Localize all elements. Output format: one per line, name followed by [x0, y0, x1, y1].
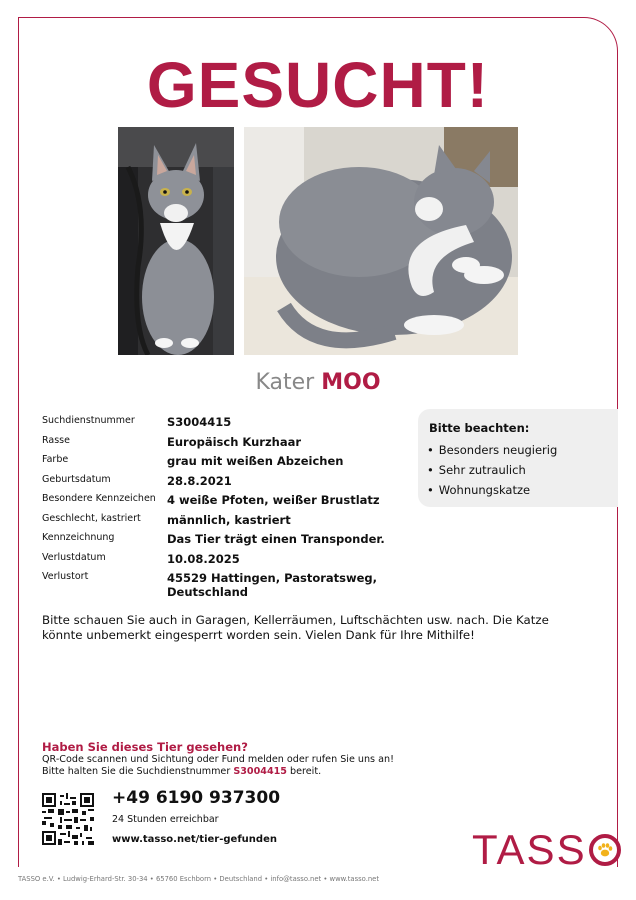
detail-value: Das Tier trägt einen Transponder. — [167, 532, 385, 546]
tasso-logo-text: TASS — [472, 826, 587, 873]
detail-label: Suchdienstnummer — [42, 415, 135, 426]
detail-label: Rasse — [42, 434, 70, 446]
call-to-action — [42, 740, 562, 778]
note-item: • Besonders neugierig — [427, 440, 557, 460]
detail-label: Besondere Kennzeichen — [42, 493, 156, 504]
tasso-logo — [472, 826, 621, 874]
detail-label: Kennzeichnung — [42, 532, 115, 543]
detail-value: 10.08.2025 — [167, 551, 240, 566]
detail-row-identification — [42, 531, 402, 551]
detail-row-birthdate — [42, 473, 402, 493]
detail-value: männlich, kastriert — [167, 512, 291, 527]
detail-row-breed — [42, 434, 402, 454]
detail-row-sex — [42, 512, 402, 532]
detail-value: S3004415 — [167, 415, 232, 429]
pet-name: MOO — [321, 370, 381, 395]
detail-row-markings — [42, 492, 402, 512]
notes-list — [427, 440, 557, 500]
cta-heading: Haben Sie dieses Tier gesehen? — [42, 740, 248, 754]
note-item: • Sehr zutraulich — [427, 460, 557, 480]
cat-photo-lying — [244, 127, 518, 355]
cta-search-number: S3004415 — [233, 766, 287, 777]
detail-value: 28.8.2021 — [167, 473, 232, 488]
detail-row-loss-location — [42, 570, 402, 606]
detail-value: 45529 Hattingen, Pastoratsweg, Deutschland — [167, 571, 378, 599]
poster-title: GESUCHT! — [146, 49, 490, 121]
help-paragraph: Bitte schauen Sie auch in Garagen, Kellerräumen, Luftschächten usw. nach. Die Katze könnte unbemerkt eingesperrt worden sein. Vielen Dank für Ihre Mithilfe! — [42, 613, 549, 642]
detail-value: grau mit weißen Abzeichen — [167, 454, 344, 468]
notes-title: Bitte beachten: — [429, 421, 530, 435]
qr-code-icon — [42, 793, 94, 845]
cat-sitting-image — [118, 127, 234, 355]
detail-value: 4 weiße Pfoten, weißer Brustlatz — [167, 493, 380, 507]
notes-box — [418, 409, 618, 507]
detail-label: Geschlecht, kastriert — [42, 512, 141, 524]
qr-code[interactable] — [42, 793, 94, 845]
cta-line-1: QR-Code scannen und Sichtung oder Fund melden oder rufen Sie uns an! — [42, 754, 394, 765]
cat-lying-image — [244, 127, 518, 355]
detail-label: Geburtsdatum — [42, 473, 111, 485]
paw-icon — [589, 834, 621, 866]
cta-line-2-pre: Bitte halten Sie die Suchdienstnummer — [42, 766, 231, 777]
contact-availability: 24 Stunden erreichbar — [112, 814, 219, 825]
contact-url[interactable]: www.tasso.net/tier-gefunden — [112, 834, 277, 845]
detail-row-color — [42, 453, 402, 473]
detail-value: Europäisch Kurzhaar — [167, 434, 302, 449]
detail-row-search-number — [42, 414, 402, 434]
pet-name-heading — [0, 370, 636, 395]
detail-label: Farbe — [42, 454, 69, 465]
detail-label: Verlustdatum — [42, 551, 106, 563]
cta-line-2-post: bereit. — [290, 766, 322, 777]
footer-address: TASSO e.V. • Ludwig-Erhard-Str. 30-34 • 65760 Eschborn • Deutschland • info@tasso.net • www.tasso.net — [18, 875, 380, 883]
cta-line-2 — [42, 766, 562, 778]
detail-label: Verlustort — [42, 571, 89, 582]
detail-row-loss-date — [42, 551, 402, 571]
cat-photo-sitting — [118, 127, 234, 355]
contact-phone[interactable]: +49 6190 937300 — [112, 788, 281, 808]
pet-kind: Kater — [255, 370, 315, 395]
note-item: • Wohnungskatze — [427, 480, 557, 500]
pet-details-table — [42, 414, 402, 606]
